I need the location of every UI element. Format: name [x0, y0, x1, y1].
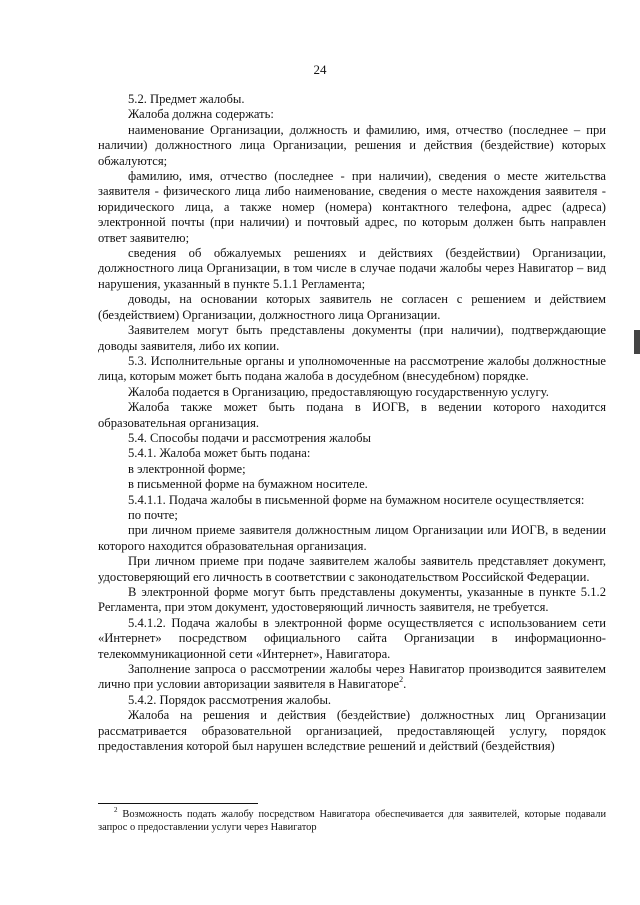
footnote [98, 805, 606, 834]
paragraph-text: Заполнение запроса о рассмотрении жалобы через Навигатор производится заявителем лично при условии авторизации заявителя в Навигаторе [98, 662, 606, 692]
paragraph-text: фамилию, имя, отчество (последнее - при наличии), сведения о месте жительства заявителя - физического лица либо наименование, сведения о месте нахождения заявителя - юридического лица, а также номер (номера) контактного телефона, адрес (адреса) электронной почты (при наличии) и почтовый адрес, по которым должен быть направлен ответ заявителю; [98, 169, 606, 245]
paragraph-text: сведения об обжалуемых решениях и действиях (бездействии) Организации, должностного лица Организации, в том числе в случае подачи жалобы через Навигатор – вид нарушения, указанный в пункте 5.1.1 Регламента; [98, 246, 606, 291]
paragraph [98, 292, 606, 323]
paragraph-text: 5.4.1.1. Подача жалобы в письменной форме на бумажном носителе осуществляется: [128, 492, 585, 507]
paragraph-text: Заявителем могут быть представлены документы (при наличии), подтверждающие доводы заявителя, либо их копии. [98, 323, 606, 353]
paragraph [98, 523, 606, 554]
paragraph [98, 446, 606, 461]
paragraph-text-tail: . [403, 677, 407, 692]
footnote-divider [98, 803, 258, 804]
paragraph-text: 5.3. Исполнительные органы и уполномоченные на рассмотрение жалобы должностные лица, которым может быть подана жалоба в досудебном (внесудебном) порядке. [98, 353, 606, 384]
paragraph [98, 662, 606, 693]
paragraph-text: 5.4.1. Жалоба может быть подана: [128, 446, 311, 461]
paragraph [98, 493, 606, 508]
paragraph [98, 462, 606, 477]
paragraph-text: по почте; [128, 507, 178, 522]
paragraph-text: в электронной форме; [128, 461, 246, 476]
paragraph [98, 323, 606, 354]
paragraph [98, 385, 606, 400]
paragraph [98, 246, 606, 292]
paragraph-text: 5.2. Предмет жалобы. [128, 92, 245, 106]
paragraph [98, 92, 606, 107]
paragraph-text: доводы, на основании которых заявитель не согласен с решением и действием (бездействием) Организации, должностного лица Организации. [98, 292, 606, 322]
paragraph-text: При личном приеме при подаче заявителем жалобы заявитель представляет документ, удостоверяющий его личность в соответствии с законодательством Российской Федерации. [98, 554, 606, 584]
paragraph-text: Жалоба должна содержать: [128, 107, 274, 122]
paragraph-text: в письменной форме на бумажном носителе. [128, 477, 368, 492]
paragraph [98, 508, 606, 523]
paragraph-text: 5.4.1.2. Подача жалобы в электронной форме осуществляется с использованием сети «Интернет» посредством официального сайта Организации в информационно-телекоммуникационной сети «Интернет», Навигатора. [98, 615, 606, 661]
footnote-reference: 2 [399, 675, 404, 685]
paragraph [98, 431, 606, 446]
page-number: 24 [313, 62, 327, 77]
paragraph [98, 400, 606, 431]
paragraph [98, 169, 606, 246]
paragraph-text: Жалоба подается в Организацию, предоставляющую государственную услугу. [128, 384, 549, 399]
paragraph [98, 693, 606, 708]
paragraph [98, 354, 606, 385]
paragraph-text: 5.4.2. Порядок рассмотрения жалобы. [128, 692, 332, 707]
paragraph-text: В электронной форме могут быть представлены документы, указанные в пункте 5.1.2 Регламента, при этом документ, удостоверяющий личность заявителя, не требуется. [98, 585, 606, 615]
paragraph-text: Жалоба на решения и действия (бездействие) должностных лиц Организации рассматривается образовательной организацией, предоставляющей услугу, порядок предоставления которой был нарушен вследствие решений и действий (бездействия) [98, 708, 606, 754]
scan-edge-mark [634, 330, 640, 354]
paragraph-text: Жалоба также может быть подана в ИОГВ, в ведении которого находится образовательная организация. [98, 400, 606, 430]
paragraph [98, 585, 606, 616]
footnote-marker: 2 [114, 805, 118, 814]
document-body [98, 92, 606, 754]
paragraph-text: наименование Организации, должность и фамилию, имя, отчество (последнее – при наличии) должностного лица Организации, решения и действия (бездействие) которых обжалуются; [98, 122, 606, 168]
paragraph-text: 5.4. Способы подачи и рассмотрения жалобы [128, 430, 371, 445]
paragraph [98, 708, 606, 754]
paragraph [98, 123, 606, 169]
paragraph [98, 616, 606, 662]
paragraph [98, 477, 606, 492]
paragraph [98, 107, 606, 122]
paragraph [98, 554, 606, 585]
footnote-text: Возможность подать жалобу посредством Навигатора обеспечивается для заявителей, которые подавали запрос о предоставлении услуги через Навигатор [98, 809, 606, 833]
paragraph-text: при личном приеме заявителя должностным лицом Организации или ИОГВ, в ведении которого находится образовательная организация. [98, 523, 606, 553]
